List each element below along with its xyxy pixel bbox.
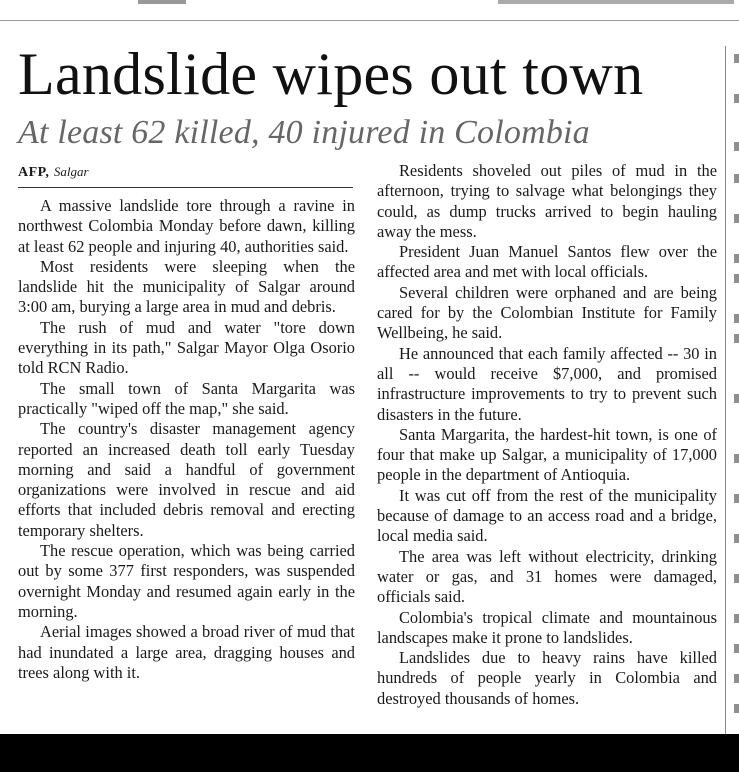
article-paragraph: The country's disaster management agency reported an increased death toll early Tuesday morning and said a handful of government organizations were involved in rescue and aid efforts that included debris removal and erecting temporary shelters. xyxy=(18,419,355,540)
header-rule xyxy=(0,20,739,21)
cropped-header-fragment xyxy=(498,0,734,4)
article-paragraph: It was cut off from the rest of the municipality because of damage to an access road and a bridge, local media said. xyxy=(377,485,717,546)
article-paragraph: President Juan Manuel Santos flew over the affected area and met with local officials. xyxy=(377,242,717,282)
article-paragraph: Landslides due to heavy rains have killed hundreds of people yearly in Colombia and destroyed thousands of homes. xyxy=(377,648,717,708)
article-paragraph: He announced that each family affected -- 30 in all -- would receive $7,000, and promised infrastructure improvements to try to prevent such disasters in the future. xyxy=(377,343,717,424)
article-paragraph: Residents shoveled out piles of mud in the afternoon, trying to salvage what belongings they could, as dump trucks arrived to begin hauling away the mess. xyxy=(377,161,717,241)
byline-rule xyxy=(18,187,353,188)
cropped-header-strip xyxy=(0,0,739,6)
subheadline: At least 62 killed, 40 injured in Colombia xyxy=(18,114,590,151)
scan-bottom-border xyxy=(0,734,739,772)
article-paragraph: The small town of Santa Margarita was practically "wiped off the map," she said. xyxy=(18,378,355,418)
article-paragraph: Aerial images showed a broad river of mud that had inundated a large area, dragging houses and trees along with it. xyxy=(18,622,355,682)
cropped-header-fragment xyxy=(138,0,186,4)
article-column-1 xyxy=(18,196,355,683)
byline xyxy=(18,163,89,182)
article-paragraph: Most residents were sleeping when the landslide hit the municipality of Salgar around 3:00 am, burying a large area in mud and debris. xyxy=(18,256,355,317)
article-paragraph: Several children were orphaned and are being cared for by the Colombian Institute for Family Wellbeing, he said. xyxy=(377,282,717,343)
article-paragraph: The rescue operation, which was being carried out by some 377 first responders, was suspended overnight Monday and resumed again early in the morning. xyxy=(18,541,355,621)
adjacent-article-edge xyxy=(728,46,739,736)
byline-source: AFP, xyxy=(18,165,50,180)
article-paragraph: A massive landslide tore through a ravine in northwest Colombia Monday before dawn, killing at least 62 people and injuring 40, authorities said. xyxy=(18,196,355,256)
article-column-2 xyxy=(377,161,717,709)
headline: Landslide wipes out town xyxy=(18,41,644,107)
article-paragraph: Santa Margarita, the hardest-hit town, is one of four that make up Salgar, a municipality of 17,000 people in the department of Antioquia. xyxy=(377,424,717,485)
article-paragraph: Colombia's tropical climate and mountainous landscapes make it prone to landslides. xyxy=(377,607,717,647)
article-paragraph: The rush of mud and water "tore down everything in its path," Salgar Mayor Olga Osorio told RCN Radio. xyxy=(18,317,355,378)
article-paragraph: The area was left without electricity, drinking water or gas, and 31 homes were damaged, officials said. xyxy=(377,546,717,607)
column-divider xyxy=(725,46,726,734)
byline-location: Salgar xyxy=(53,164,89,179)
